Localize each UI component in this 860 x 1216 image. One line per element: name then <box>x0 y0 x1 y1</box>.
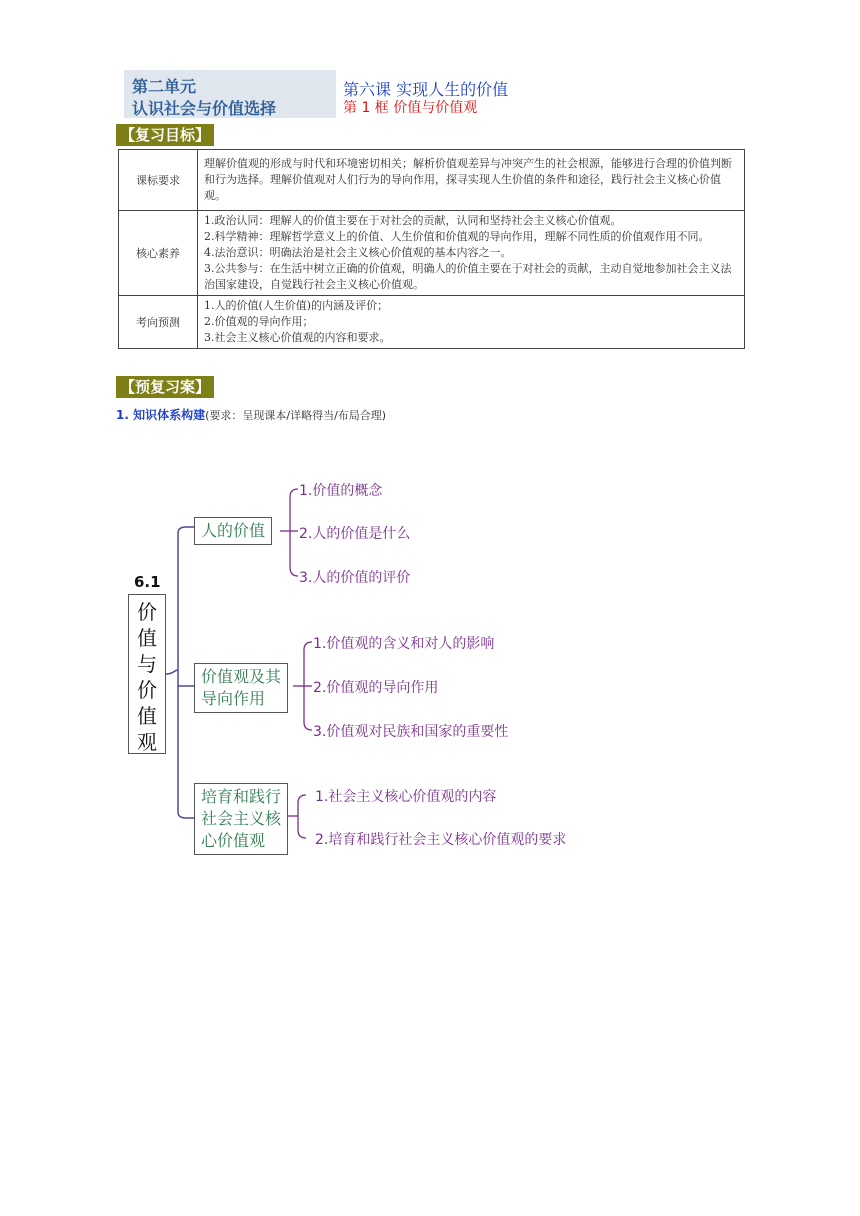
leaf-item: 2.培育和践行社会主义核心价值观的要求 <box>315 832 567 848</box>
branch-human-value <box>194 517 272 545</box>
leaf-item: 2.价值观的导向作用 <box>313 680 439 696</box>
root-number: 6.1 <box>134 573 161 591</box>
forecast-item: 3.社会主义核心价值观的内容和要求。 <box>204 331 391 344</box>
leaf-item: 3.价值观对民族和国家的重要性 <box>313 724 509 740</box>
subtitle-text: 1. 知识体系构建 <box>116 408 206 422</box>
root-char: 价 <box>137 600 157 624</box>
branch-values-guidance <box>194 663 288 713</box>
subtitle-note: (要求：呈现课本/详略得当/布局合理) <box>205 409 387 422</box>
standard-text: 理解价值观的形成与时代和环境密切相关；解析价值观差异与冲突产生的社会根源，能够进行合理的价值判断和行为选择。理解价值观对人们行为的导向作用，探寻实现人生价值的条件和途径，践行社会主义核心价值观。 <box>204 157 732 202</box>
literacy-item: 2.科学精神：理解哲学意义上的价值、人生价值和价值观的导向作用，理解不同性质的价值观作用不同。 <box>204 230 710 243</box>
branch-label-line: 心价值观 <box>201 831 266 850</box>
root-char: 值 <box>137 704 157 728</box>
forecast-item: 1.人的价值(人生价值)的内涵及评价； <box>204 299 389 312</box>
literacy-item: 4.法治意识：明确法治是社会主义核心价值观的基本内容之一。 <box>204 246 512 259</box>
root-node <box>128 594 166 754</box>
root-char: 与 <box>137 652 157 676</box>
preview-tag: 【预复习案】 <box>116 376 214 398</box>
branch-label-line: 导向作用 <box>201 689 266 708</box>
root-char: 值 <box>137 626 157 650</box>
literacy-item: 3.公共参与：在生活中树立正确的价值观，明确人的价值主要在于对社会的贡献，主动自觉地参加社会主义法治国家建设，自觉践行社会主义核心价值观。 <box>204 262 732 291</box>
row-head-literacy: 核心素养 <box>119 211 198 296</box>
branch-label-line: 培育和践行 <box>201 787 282 806</box>
branch-label: 人的价值 <box>201 521 266 540</box>
branch-core-values <box>194 783 288 855</box>
branch-label-line: 社会主义核 <box>201 809 282 828</box>
root-char: 观 <box>137 730 157 754</box>
lesson-title: 第六课 实现人生的价值 <box>343 80 509 99</box>
frame-title: 第 1 框 价值与价值观 <box>343 100 478 116</box>
unit-name: 认识社会与价值选择 <box>132 99 277 118</box>
leaf-item: 1.社会主义核心价值观的内容 <box>315 789 497 805</box>
forecast-item: 2.价值观的导向作用； <box>204 315 314 328</box>
leaf-item: 1.价值的概念 <box>299 483 383 499</box>
branch-label-line: 价值观及其 <box>201 667 282 686</box>
review-goals-tag: 【复习目标】 <box>116 124 214 146</box>
row-head-forecast: 考向预测 <box>119 296 198 349</box>
row-head-standard: 课标要求 <box>119 150 198 211</box>
leaf-item: 2.人的价值是什么 <box>299 526 411 542</box>
literacy-item: 1.政治认同：理解人的价值主要在于对社会的贡献，认同和坚持社会主义核心价值观。 <box>204 214 622 227</box>
leaf-item: 1.价值观的含义和对人的影响 <box>313 636 495 652</box>
leaf-item: 3.人的价值的评价 <box>299 570 411 586</box>
root-char: 价 <box>137 678 157 702</box>
unit-number: 第二单元 <box>132 77 197 96</box>
